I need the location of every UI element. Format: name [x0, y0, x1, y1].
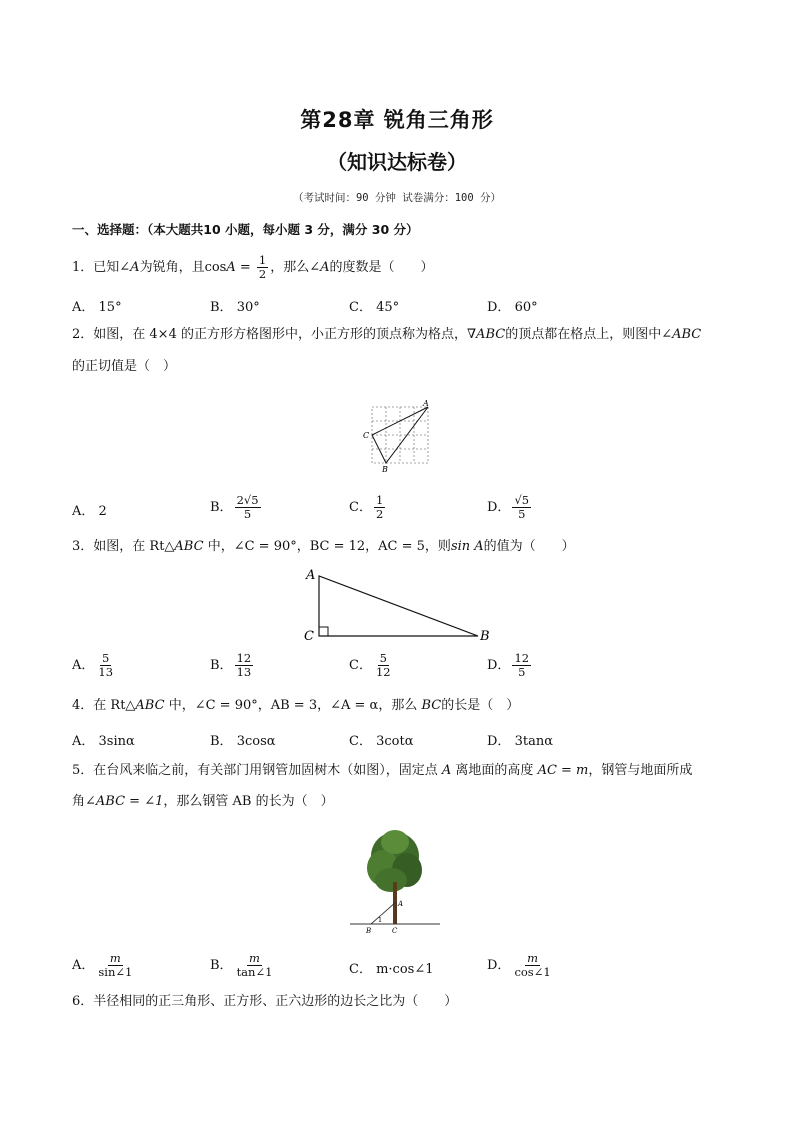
label-a: A [423, 399, 429, 408]
right-angle-mark [319, 627, 328, 636]
question-5-line2: 角∠ABC = ∠1，那么钢管 AB 的长为（ ） [72, 794, 334, 809]
q1-option-d[interactable]: D． 60° [487, 300, 538, 315]
q1-option-b[interactable]: B． 30° [210, 300, 260, 315]
q3-option-d[interactable]: D． $\frac{12}{5}$ [487, 651, 530, 679]
label-b: B [366, 927, 372, 935]
label-b: B [480, 629, 490, 644]
page-subtitle: （知识达标卷） [327, 150, 467, 174]
label-a: A [398, 900, 404, 908]
page-title: 第28章 锐角三角形 [300, 108, 494, 132]
q2-grid-figure [360, 398, 432, 474]
q2-option-d[interactable]: D． $\frac{√5}{5}$ [487, 493, 530, 521]
section-heading: 一、选择题：（本大题共10 小题，每小题 3 分，满分 30 分） [72, 222, 419, 237]
question-2-line2: 的正切值是（ ） [72, 359, 177, 374]
q5-option-c[interactable]: C． m·cos∠1 [349, 962, 434, 977]
q3-option-c[interactable]: C． $\frac{5}{12}$ [349, 651, 391, 679]
q2-option-b[interactable]: B． $\frac{2√5}{5}$ [210, 493, 259, 521]
question-1: 1．已知∠A为锐角，且cosA = $\frac{1}{2}$ ，那么∠A的度数是（ ） [72, 253, 434, 281]
q5-option-a[interactable]: A． $\frac{m}{\sin\angle 1}$ [72, 951, 133, 979]
question-6: 6．半径相同的正三角形、正方形、正六边形的边长之比为（ ） [72, 994, 458, 1009]
q3-triangle-figure [300, 564, 500, 646]
q1-option-c[interactable]: C． 45° [349, 300, 400, 315]
question-4: 4．在 Rt△ABC 中，∠C = 90°，AB = 3，∠A = α，那么 BC的长是（ ） [72, 698, 520, 713]
question-5: 5．在台风来临之前，有关部门用钢管加固树木（如图），固定点 A 离地面的高度 AC = m，钢管与地面所成 [72, 763, 693, 778]
label-b: B [382, 465, 388, 474]
q4-option-c[interactable]: C． 3cotα [349, 734, 414, 749]
q4-option-b[interactable]: B． 3cosα [210, 734, 276, 749]
label-a: A [306, 568, 316, 583]
q1-option-a[interactable]: A． 15° [72, 300, 122, 315]
q5-tree-figure [345, 826, 445, 936]
q5-option-b[interactable]: B． $\frac{m}{\tan\angle 1}$ [210, 951, 273, 979]
label-c: C [304, 629, 314, 644]
q2-option-a[interactable]: A． 2 [72, 504, 107, 519]
steel-pipe-ab [371, 902, 396, 924]
q1-fraction: $\frac{1}{2}$ [258, 253, 267, 281]
exam-meta: （考试时间：90 分钟 试卷满分：100 分） [292, 192, 502, 204]
q3-option-b[interactable]: B． $\frac{12}{13}$ [210, 651, 252, 679]
question-2: 2．如图，在 4×4 的正方形方格图形中，小正方形的顶点称为格点，∇ABC的顶点都在格点上，则图中∠ABC [72, 327, 702, 342]
label-c: C [363, 431, 370, 440]
q4-option-a[interactable]: A． 3sinα [72, 734, 135, 749]
label-c: C [392, 927, 398, 935]
q2-option-c[interactable]: C． $\frac{1}{2}$ [349, 493, 384, 521]
q5-option-d[interactable]: D． $\frac{m}{\cos\angle 1}$ [487, 951, 551, 979]
q3-option-a[interactable]: A． $\frac{5}{13}$ [72, 651, 114, 679]
right-triangle [319, 576, 478, 636]
label-angle-1: 1 [378, 916, 383, 924]
grid-lines [372, 407, 428, 463]
q4-option-d[interactable]: D． 3tanα [487, 734, 553, 749]
question-3: 3．如图，在 Rt△ABC 中，∠C = 90°，BC = 12，AC = 5，则sin A的值为（ ） [72, 539, 575, 554]
